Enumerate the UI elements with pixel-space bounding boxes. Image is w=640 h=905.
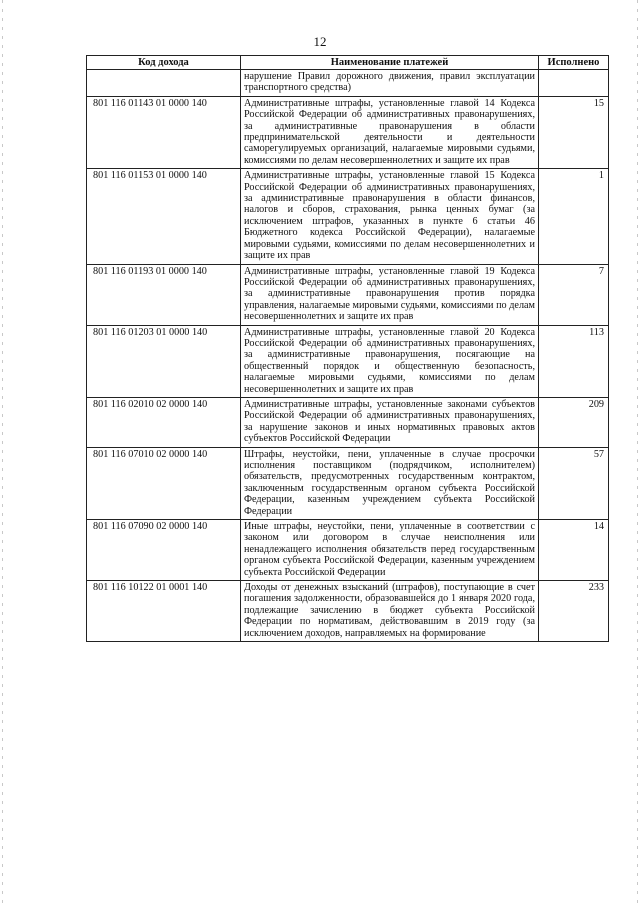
row-sum <box>539 70 609 97</box>
table-row <box>87 169 609 264</box>
table-row <box>87 447 609 519</box>
row-name: нарушение Правил дорожного движения, правил эксплуатации транспортного средства) <box>241 70 539 97</box>
row-sum: 209 <box>539 397 609 447</box>
header-code: Код дохода <box>87 56 241 70</box>
row-name: Административные штрафы, установленные главой 19 Кодекса Российской Федерации об административных правонарушениях, за административные правонарушения против порядка управления, налагаемые мировыми судьями, комиссиями по делам несовершеннолетних и защите их прав <box>241 264 539 325</box>
row-name: Административные штрафы, установленные главой 14 Кодекса Российской Федерации об административных правонарушениях, за административные правонарушения в области предпринимательской деятельности и деятельности саморегулируемых организаций, налагаемые мировыми судьями, комиссиями по делам несовершеннолетних и защите их прав <box>241 96 539 168</box>
scan-edge-right <box>637 0 638 905</box>
table-row <box>87 325 609 397</box>
row-code: 801 116 01153 01 0000 140 <box>87 169 241 264</box>
revenue-table <box>86 55 609 642</box>
table-row <box>87 397 609 447</box>
row-sum: 233 <box>539 581 609 642</box>
scan-edge-left <box>2 0 3 905</box>
row-code: 801 116 02010 02 0000 140 <box>87 397 241 447</box>
row-name: Иные штрафы, неустойки, пени, уплаченные в соответствии с законом или договором в случае неисполнения или ненадлежащего исполнения обязательств перед государственным органом субъекта Российской Федерации, казенным учреждением субъекта Российской Федерации <box>241 520 539 581</box>
row-name: Административные штрафы, установленные главой 15 Кодекса Российской Федерации об административных правонарушениях, за административные правонарушения в области финансов, налогов и сборов, страхования, рынка ценных бумаг (за исключением штрафов, указанных в пункте 6 статьи 46 Бюджетного кодекса Российской Федерации), налагаемые мировыми судьями, комиссиями по делам несовершеннолетних и защите их прав <box>241 169 539 264</box>
row-code: 801 116 01193 01 0000 140 <box>87 264 241 325</box>
row-sum: 7 <box>539 264 609 325</box>
row-code: 801 116 07010 02 0000 140 <box>87 447 241 519</box>
row-sum: 57 <box>539 447 609 519</box>
row-name: Доходы от денежных взысканий (штрафов), поступающие в счет погашения задолженности, образовавшейся до 1 января 2020 года, подлежащие зачислению в бюджет субъекта Российской Федерации по нормативам, действовавшим в 2019 году (за исключением доходов, направляемых на формирование <box>241 581 539 642</box>
row-sum: 113 <box>539 325 609 397</box>
row-code: 801 116 01203 01 0000 140 <box>87 325 241 397</box>
row-sum: 15 <box>539 96 609 168</box>
header-name: Наименование платежей <box>241 56 539 70</box>
header-sum: Исполнено <box>539 56 609 70</box>
table-row <box>87 520 609 581</box>
row-code: 801 116 07090 02 0000 140 <box>87 520 241 581</box>
table-header-row <box>87 56 609 70</box>
row-name: Штрафы, неустойки, пени, уплаченные в случае просрочки исполнения поставщиком (подрядчиком, исполнителем) обязательств, предусмотренных государственным контрактом, заключенным государственным органом субъекта Российской Федерации, казенным учреждением субъекта Российской Федерации <box>241 447 539 519</box>
row-name: Административные штрафы, установленные главой 20 Кодекса Российской Федерации об административных правонарушениях, за административные правонарушения, посягающие на общественный порядок и общественную безопасность, налагаемые мировыми судьями, комиссиями по делам несовершеннолетних и защите их прав <box>241 325 539 397</box>
table-row <box>87 96 609 168</box>
row-code <box>87 70 241 97</box>
row-sum: 1 <box>539 169 609 264</box>
row-code: 801 116 01143 01 0000 140 <box>87 96 241 168</box>
row-name: Административные штрафы, установленные законами субъектов Российской Федерации об административных правонарушениях, за нарушение законов и иных нормативных правовых актов субъектов Российской Федерации <box>241 397 539 447</box>
row-sum: 14 <box>539 520 609 581</box>
row-code: 801 116 10122 01 0001 140 <box>87 581 241 642</box>
page-number: 12 <box>313 34 327 49</box>
table-row <box>87 581 609 642</box>
table-row <box>87 70 609 97</box>
table-row <box>87 264 609 325</box>
